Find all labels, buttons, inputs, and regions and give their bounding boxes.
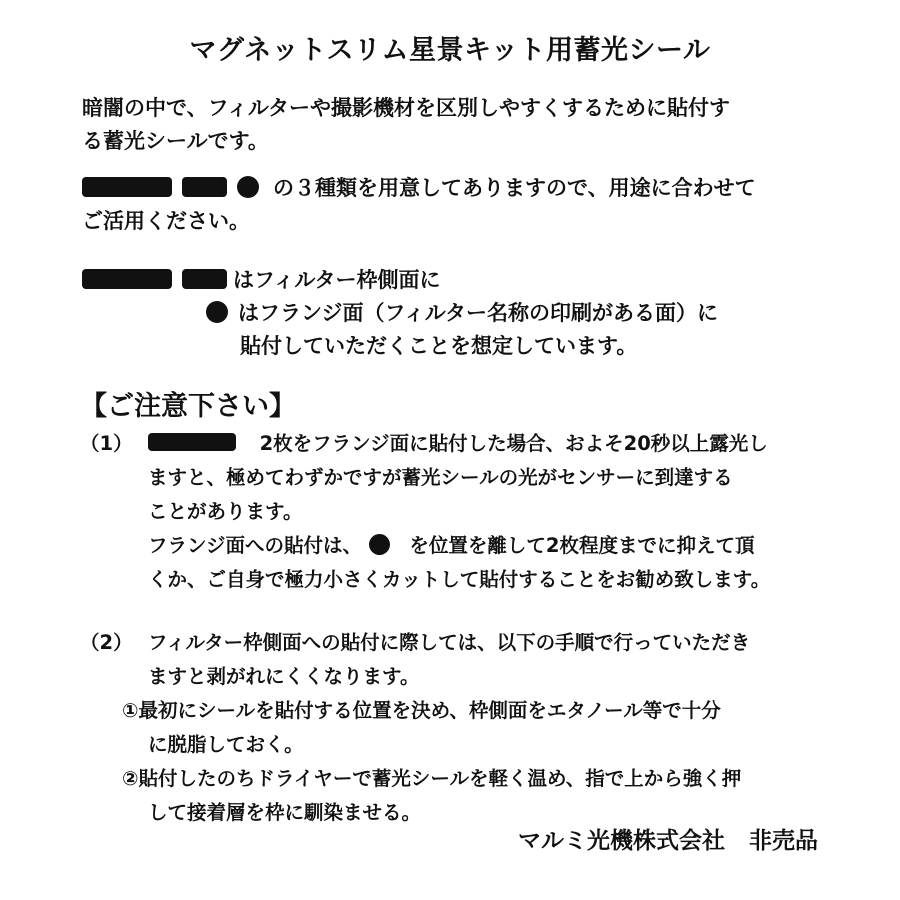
notice-item-1-line-4-text-a: フランジ面への貼付は、 [148, 534, 363, 557]
notice-item-2-line-1: フィルター枠側面への貼付に際しては、以下の手順で行っていただき [148, 631, 751, 654]
sticker-types-text: の３種類を用意してありますので、用途に合わせて [273, 176, 756, 200]
intro-paragraph [82, 92, 827, 158]
intro-line-1: 暗闇の中で、フィルターや撮影機材を区別しやすくするために貼付す [82, 96, 731, 120]
not-for-sale-label: 非売品 [749, 828, 818, 854]
notice-item-2-line-2: ますと剥がれにくくなります。 [148, 665, 420, 688]
footer [518, 822, 818, 855]
placement-dot-text: はフランジ面（フィルター名称の印刷がある面）に [238, 301, 718, 325]
notice-item-2-body [148, 626, 840, 694]
placement-assume-line: 貼付していただくことを想定しています。 [240, 334, 638, 358]
notice-item-1-number: （1） [80, 432, 133, 455]
intro-line-2: る蓄光シールです。 [82, 129, 269, 153]
short-rectangle-sticker-icon [182, 177, 227, 197]
sticker-types-line-2: ご活用ください。 [82, 209, 250, 233]
company-name: マルミ光機株式会社 [517, 828, 725, 854]
notice-item-1-line-3: ことがあります。 [148, 500, 303, 523]
notice-item-1 [80, 427, 840, 597]
notice-item-1-line-5: くか、ご自身で極力小さくカットして貼付することをお勧め致します。 [148, 568, 771, 591]
long-rectangle-sticker-icon [82, 269, 172, 289]
long-rectangle-sticker-icon [148, 433, 236, 451]
long-rectangle-sticker-icon [82, 177, 172, 197]
notice-item-2 [80, 626, 840, 830]
sticker-types-paragraph [82, 172, 827, 238]
step-2-line-1: ②貼付したのちドライヤーで蓄光シールを軽く温め、指で上から強く押 [122, 767, 742, 790]
step-2-line-2: して接着層を枠に馴染ませる。 [148, 801, 422, 824]
notice-item-1-line-1 [148, 427, 840, 461]
notice-item-2-steps [122, 694, 840, 830]
placement-rects-line [82, 264, 842, 297]
step-1-line-1: ①最初にシールを貼付する位置を決め、枠側面をエタノール等で十分 [122, 699, 721, 722]
placement-dot-line [82, 297, 842, 330]
placement-rects-text: はフィルター枠側面に [233, 268, 441, 292]
page-title: マグネットスリム星景キット用蓄光シール [189, 35, 711, 66]
notice-heading: 【ご注意下さい】 [80, 391, 296, 422]
notice-item-1-line-1-text: 2枚をフランジ面に貼付した場合、およそ20秒以上露光し [259, 432, 768, 455]
notice-item-1-line-2: ますと、極めてわずかですが蓄光シールの光がセンサーに到達する [148, 466, 733, 489]
circle-sticker-icon [369, 534, 390, 555]
notice-item-2-number: （2） [80, 631, 133, 654]
notice-item-1-line-4-text-b: を位置を離して2枚程度までに抑えて頂 [409, 534, 755, 557]
placement-paragraph [82, 264, 842, 363]
notice-item-1-line-4 [148, 529, 840, 563]
circle-sticker-icon [237, 176, 259, 198]
step-1-line-2: に脱脂しておく。 [148, 733, 304, 756]
sticker-types-line-1 [82, 172, 827, 205]
notice-item-1-body [148, 427, 840, 597]
circle-sticker-icon [206, 301, 228, 323]
short-rectangle-sticker-icon [182, 269, 227, 289]
